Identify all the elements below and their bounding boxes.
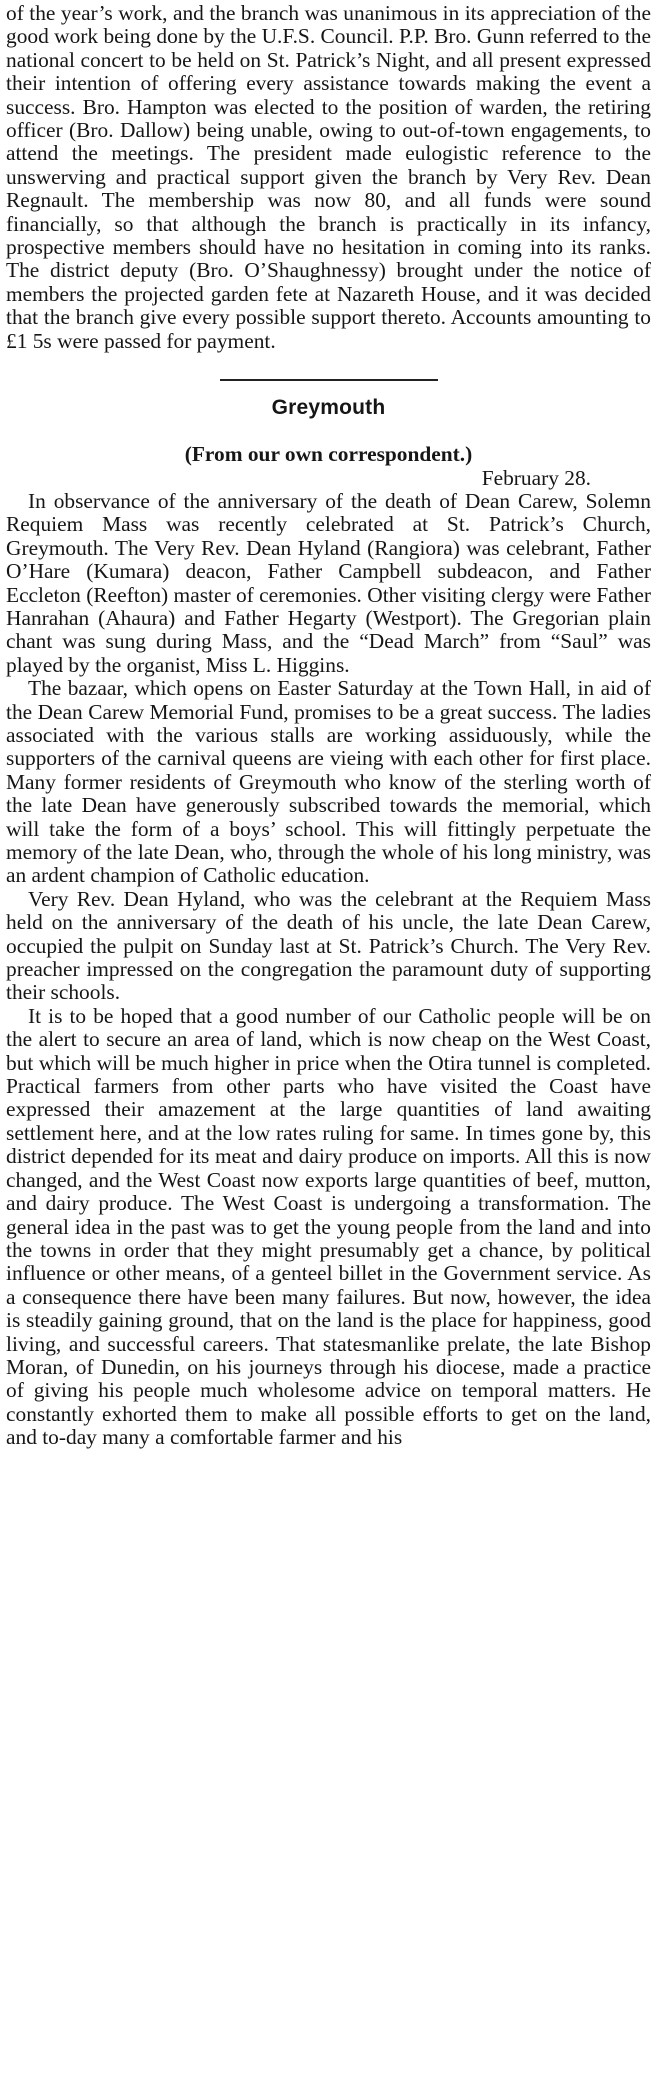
paragraph-bazaar: The bazaar, which opens on Easter Saturday at the Town Hall, in aid of the Dean Carew Memorial Fund, promises to be a great success. The ladies associated with the various stalls are working assiduously, while the supporters of the carnival queens are vieing with each other for first place. Many former residents of Greymouth who know of the sterling worth of the late Dean have generously subscribed towards the memorial, which will take the form of a boys’ school. This will fittingly perpetuate the memory of the late Dean, who, through the whole of his long ministry, was an ardent champion of Catholic education.: [6, 676, 651, 888]
paragraph-requiem-mass: In observance of the anniversary of the death of Dean Carew, Solemn Requiem Mass was recently celebrated at St. Patrick’s Church, Greymouth. The Very Rev. Dean Hyland (Rangiora) was celebrant, Father O’Hare (Kumara) deacon, Father Campbell subdeacon, and Father Eccleton (Reefton) master of ceremonies. Other visiting clergy were Father Hanrahan (Ahaura) and Father Hegarty (Westport). The Gregorian plain chant was sung during Mass, and the “Dead March” from “Saul” was played by the organist, Miss L. Higgins.: [6, 488, 651, 677]
section-divider: [220, 379, 438, 381]
section-heading: Greymouth: [271, 396, 386, 420]
paragraph-dean-hyland: Very Rev. Dean Hyland, who was the celebrant at the Requiem Mass held on the anniversary of the death of his uncle, the late Dean Carew, occupied the pulpit on Sunday last at St. Patrick’s Church. The Very Rev. preacher impressed on the congregation the paramount duty of supporting their schools.: [6, 886, 651, 1005]
paragraph-west-coast-land: It is to be hoped that a good number of our Catholic people will be on the alert to secure an area of land, which is now cheap on the West Coast, but which will be much higher in price when the Otira tunnel is completed. Practical farmers from other parts who have visited the Coast have expressed their amazement at the large quantities of land awaiting settlement here, and at the low rates ruling for same. In times gone by, this district depended for its meat and dairy produce on imports. All this is now changed, and the West Coast now exports large quantities of beef, mutton, and dairy produce. The West Coast is undergoing a transformation. The general idea in the past was to get the young people from the land and into the towns in order that they might presumably get a chance, by political influence or other means, of a genteel billet in the Government service. As a consequence there have been many failures. But now, however, the idea is steadily gaining ground, that on the land is the place for happiness, good living, and successful careers. That statesmanlike prelate, the late Bishop Moran, of Dunedin, on his journeys through his diocese, made a practice of giving his people much wholesome advice on temporal matters. He constantly exhorted them to make all possible efforts to get on the land, and to-day many a comfortable farmer and his: [6, 1003, 651, 1450]
article-top-paragraph: of the year’s work, and the branch was unanimous in its appreciation of the good work being done by the U.F.S. Council. P.P. Bro. Gunn referred to the national concert to be held on St. Patrick’s Night, and all present expressed their intention of offering every assistance towards making the event a success. Bro. Hampton was elected to the position of warden, the retiring officer (Bro. Dallow) being unable, owing to out-of-town engagements, to attend the meetings. The president made eulogistic reference to the unswerving and practical support given the branch by Very Rev. Dean Regnault. The membership was now 80, and all funds were sound financially, so that although the branch is practically in its infancy, prospective members should have no hesitation in coming into its ranks. The district deputy (Bro. O’Shaughnessy) brought under the notice of members the projected garden fete at Nazareth House, and it was decided that the branch give every possible support thereto. Accounts amounting to £1 5s were passed for payment.: [6, 1, 651, 353]
correspondent-byline: (From our own correspondent.): [184, 442, 473, 467]
dateline: February 28.: [481, 465, 591, 490]
